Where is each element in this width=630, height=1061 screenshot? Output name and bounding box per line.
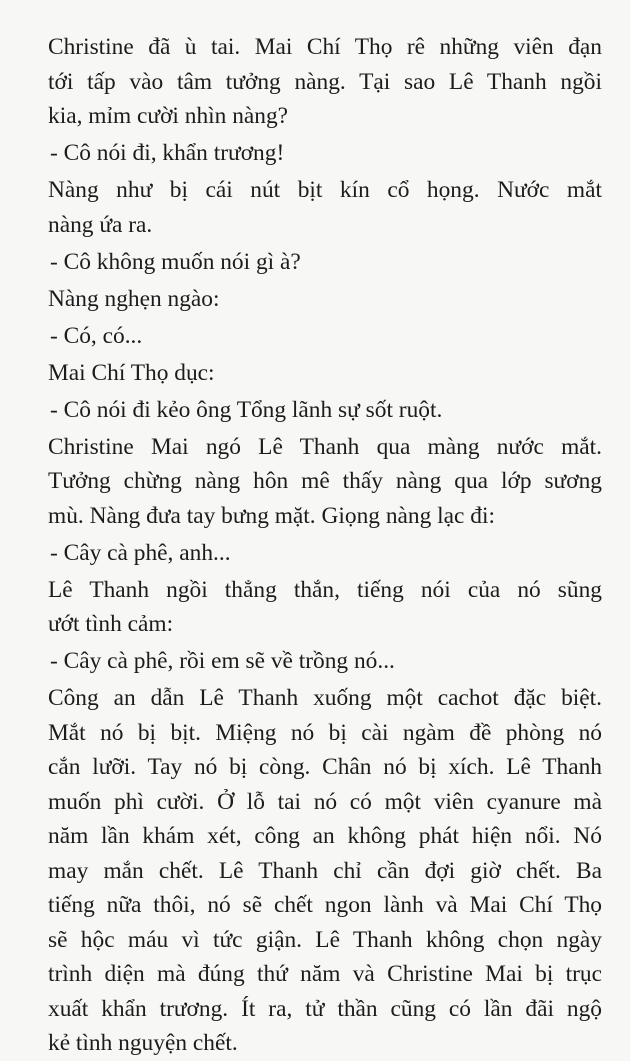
text-line: trình diện mà đúng thứ năm và Christine Mai bị trục [48, 961, 602, 987]
text-line: nàng ứa ra. [48, 211, 153, 238]
dialogue-say-it [48, 136, 602, 171]
text-line: muốn phì cười. Ở lỗ tai nó có một viên cyanure mà [48, 788, 602, 815]
text-line: - Cây cà phê, rồi em sẽ về trồng nó... [50, 648, 395, 674]
dialogue-consul-impatient [48, 393, 602, 428]
dialogue-nothing-to-say [48, 245, 602, 280]
text-line: cắn lưỡi. Tay nó bị còng. Chân nó bị xích. Lê Thanh [48, 754, 602, 780]
text-line: kia, mỉm cười nhìn nàng? [48, 103, 289, 129]
text-line: Nàng nghẹn ngào: [48, 285, 220, 312]
text-line: tiếng nữa thôi, nó sẽ chết ngon lành và Mai Chí Thọ [48, 892, 602, 918]
text-line: kẻ tình nguyện chết. [48, 1030, 238, 1056]
text-line: - Cây cà phê, anh... [50, 539, 231, 566]
text-line: Nàng như bị cái nút bịt kín cổ họng. Nước mắt [48, 177, 602, 203]
text-line: may mắn chết. Lê Thanh chỉ cần đợi giờ chết. Ba [48, 857, 602, 884]
text-line: Lê Thanh ngồi thẳng thắn, tiếng nói của nó sũng [48, 576, 602, 603]
text-line: sẽ hộc máu vì tức giận. Lê Thanh không chọn ngày [48, 926, 602, 953]
text-line: mù. Nàng đưa tay bưng mặt. Giọng nàng lạc đi: [48, 502, 495, 529]
dialogue-plant-it [48, 644, 602, 679]
text-line: Mắt nó bị bịt. Miệng nó bị cài ngàm đề phòng nó [48, 719, 602, 746]
paragraph-cachot [48, 681, 602, 1061]
text-line: Christine Mai ngó Lê Thanh qua màng nước mắt. [48, 433, 602, 460]
text-line: Công an dẫn Lê Thanh xuống một cachot đặc biệt. [48, 685, 602, 711]
text-line: - Cô nói đi kẻo ông Tổng lãnh sự sốt ruột. [50, 396, 443, 423]
text-line: ướt tình cảm: [48, 611, 174, 637]
text-line: Christine đã ù tai. Mai Chí Thọ rê những viên đạn [48, 34, 602, 60]
text-line: Mai Chí Thọ dục: [48, 359, 215, 386]
text-line: - Cô không muốn nói gì à? [50, 248, 301, 275]
text-line: - Cô nói đi, khẩn trương! [50, 140, 285, 166]
dialogue-coffee-tree [48, 536, 602, 571]
text-line: tới tấp vào tâm tưởng nàng. Tại sao Lê Thanh ngồi [48, 68, 602, 95]
paragraph-through-tears [48, 430, 602, 534]
paragraph-choked [48, 282, 602, 317]
text-line: - Có, có... [50, 322, 143, 349]
paragraph-christine-deaf [48, 30, 602, 134]
paragraph-sat-upright [48, 573, 602, 642]
dialogue-yes-yes [48, 319, 602, 354]
paragraph-urged [48, 356, 602, 391]
text-line: xuất khẩn trương. Ít ra, tử thần cũng có lần đãi ngộ [48, 995, 602, 1022]
paragraph-throat-blocked [48, 173, 602, 242]
text-line: năm lần khám xét, công an không phát hiện nổi. Nó [48, 823, 602, 849]
text-line: Tưởng chừng nàng hôn mê thấy nàng qua lớp sương [48, 468, 602, 494]
